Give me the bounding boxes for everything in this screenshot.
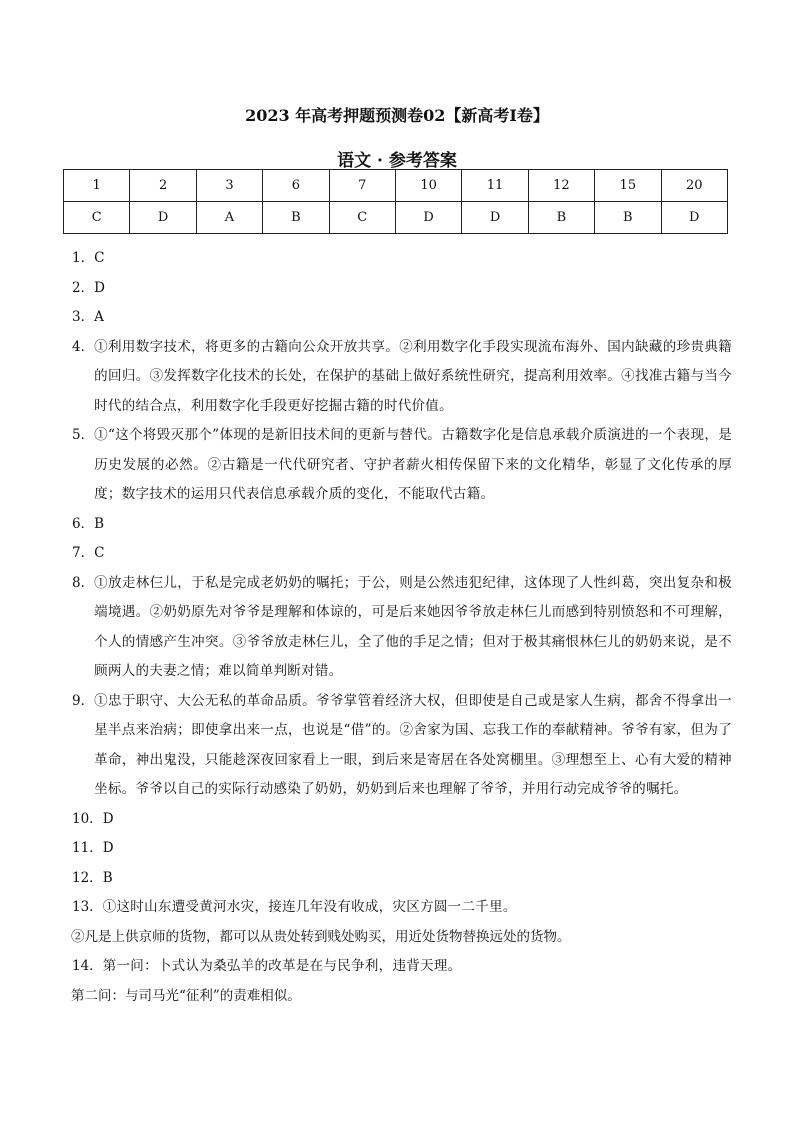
question-number-cell: 11 (462, 170, 528, 202)
question-number-cell: 2 (130, 170, 196, 202)
answer-item (72, 805, 732, 835)
item-text: D (102, 840, 114, 856)
question-number-cell: 6 (263, 170, 329, 202)
item-number: 14． (72, 958, 103, 974)
item-number: 7． (72, 545, 95, 561)
answer-cell: D (462, 202, 528, 234)
item-text: C (94, 545, 105, 561)
answer-cell: B (528, 202, 594, 234)
answer-row (64, 202, 728, 234)
answer-cell: B (263, 202, 329, 234)
item-number: 10． (72, 810, 103, 827)
answer-item (72, 510, 732, 540)
item-number: 11． (72, 840, 103, 856)
item-text: B (102, 869, 113, 886)
item-text: ①“这个将毁灭那个”体现的是新旧技术间的更新与替代。古籍数字化是信息承载介质演进的一个表现，是历史发展的必然。②古籍是一代代研究者、守护者薪火相传保留下来的文化精华，彰显了文化传承的厚度；数字技术的运用只代表信息承载介质的变化，不能取代古籍。 (94, 427, 732, 502)
item-text: ①忠于职守、大公无私的革命品质。爷爷掌管着经济大权，但即使是自己或是家人生病，都舍不得拿出一星半点来治病；即使拿出来一点，也说是“借”的。②舍家为国、忘我工作的奉献精神。爷爷有家，但为了革命，神出鬼没，只能趁深夜回家看上一眼，到后来是寄居在各处窝棚里。③理想至上、心有大爱的精神坐标。爷爷以自己的实际行动感染了奶奶，奶奶到后来也理解了爷爷，并用行动完成爷爷的嘱托。 (94, 692, 732, 797)
question-number-row (64, 170, 728, 202)
item-text: 第一问：卜式认为桑弘羊的改革是在与民争利，违背天理。 (102, 958, 462, 974)
question-number-cell: 7 (329, 170, 395, 202)
answer-item (72, 244, 732, 274)
answer-cell: D (130, 202, 196, 234)
answer-cell: C (64, 202, 130, 234)
item-13-second-part: ②凡是上供京师的货物，都可以从贵处转到贱处购买，用近处货物替换远处的货物。 (71, 928, 571, 945)
item-number: 12． (72, 869, 103, 886)
item-text: ①这时山东遭受黄河水灾，接连几年没有收成，灾区方圆一二千里。 (102, 899, 517, 915)
question-number-cell: 10 (395, 170, 461, 202)
item-number: 3． (72, 309, 95, 325)
answer-list (72, 244, 732, 1011)
answer-item (72, 539, 732, 569)
item-number: 1． (72, 250, 95, 266)
question-number-cell: 15 (595, 170, 661, 202)
answer-cell: C (329, 202, 395, 234)
item-number: 4． (72, 338, 95, 355)
item-text: C (94, 250, 105, 266)
answer-cell: D (661, 202, 727, 234)
answer-item (72, 952, 732, 982)
page-title: 2023 年高考押题预测卷02【新高考I卷】 (245, 106, 549, 125)
item-number: 9． (72, 692, 95, 709)
item-number: 8． (72, 574, 95, 591)
item-number: 5． (72, 427, 95, 443)
page-subtitle: 语文 · 参考答案 (337, 151, 457, 171)
item-number: 2． (72, 279, 95, 296)
item-text: D (94, 279, 106, 296)
item-text: B (94, 515, 105, 532)
answer-cell: B (595, 202, 661, 234)
item-text: ①放走林仨儿，于私是完成老奶奶的嘱托；于公，则是公然违犯纪律，这体现了人性纠葛，突出复杂和极端境遇。②奶奶原先对爷爷是理解和体谅的，可是后来她因爷爷放走林仨儿而感到特别愤怒和不可理解，个人的情感产生冲突。③爷爷放走林仨儿，全了他的手足之情；但对于极其痛恨林仨儿的奶奶来说，是不顾两人的夫妻之情；难以简单判断对错。 (94, 574, 732, 679)
answer-item (72, 274, 732, 304)
item-14-second-part: 第二问：与司马光“征利”的责难相似。 (71, 987, 301, 1004)
item-number: 6． (72, 515, 95, 532)
item-number: 13． (72, 899, 103, 915)
answer-table (63, 169, 728, 234)
answer-item (72, 893, 732, 923)
answer-item (72, 834, 732, 864)
answer-item (72, 333, 732, 422)
item-text: A (94, 309, 105, 325)
answer-item (72, 864, 732, 894)
answer-item (72, 569, 732, 687)
answer-item (72, 687, 732, 805)
answer-item (72, 303, 732, 333)
item-text: ①利用数字技术，将更多的古籍向公众开放共享。②利用数字化手段实现流布海外、国内缺藏的珍贵典籍的回归。③发挥数字化技术的长处，在保护的基础上做好系统性研究，提高利用效率。④找准古籍与当今时代的结合点，利用数字化手段更好挖掘古籍的时代价值。 (94, 338, 732, 414)
answer-cell: A (196, 202, 262, 234)
question-number-cell: 12 (528, 170, 594, 202)
question-number-cell: 20 (661, 170, 727, 202)
question-number-cell: 1 (64, 170, 130, 202)
answer-cell: D (395, 202, 461, 234)
question-number-cell: 3 (196, 170, 262, 202)
answer-item (72, 421, 732, 510)
item-text: D (102, 810, 114, 827)
